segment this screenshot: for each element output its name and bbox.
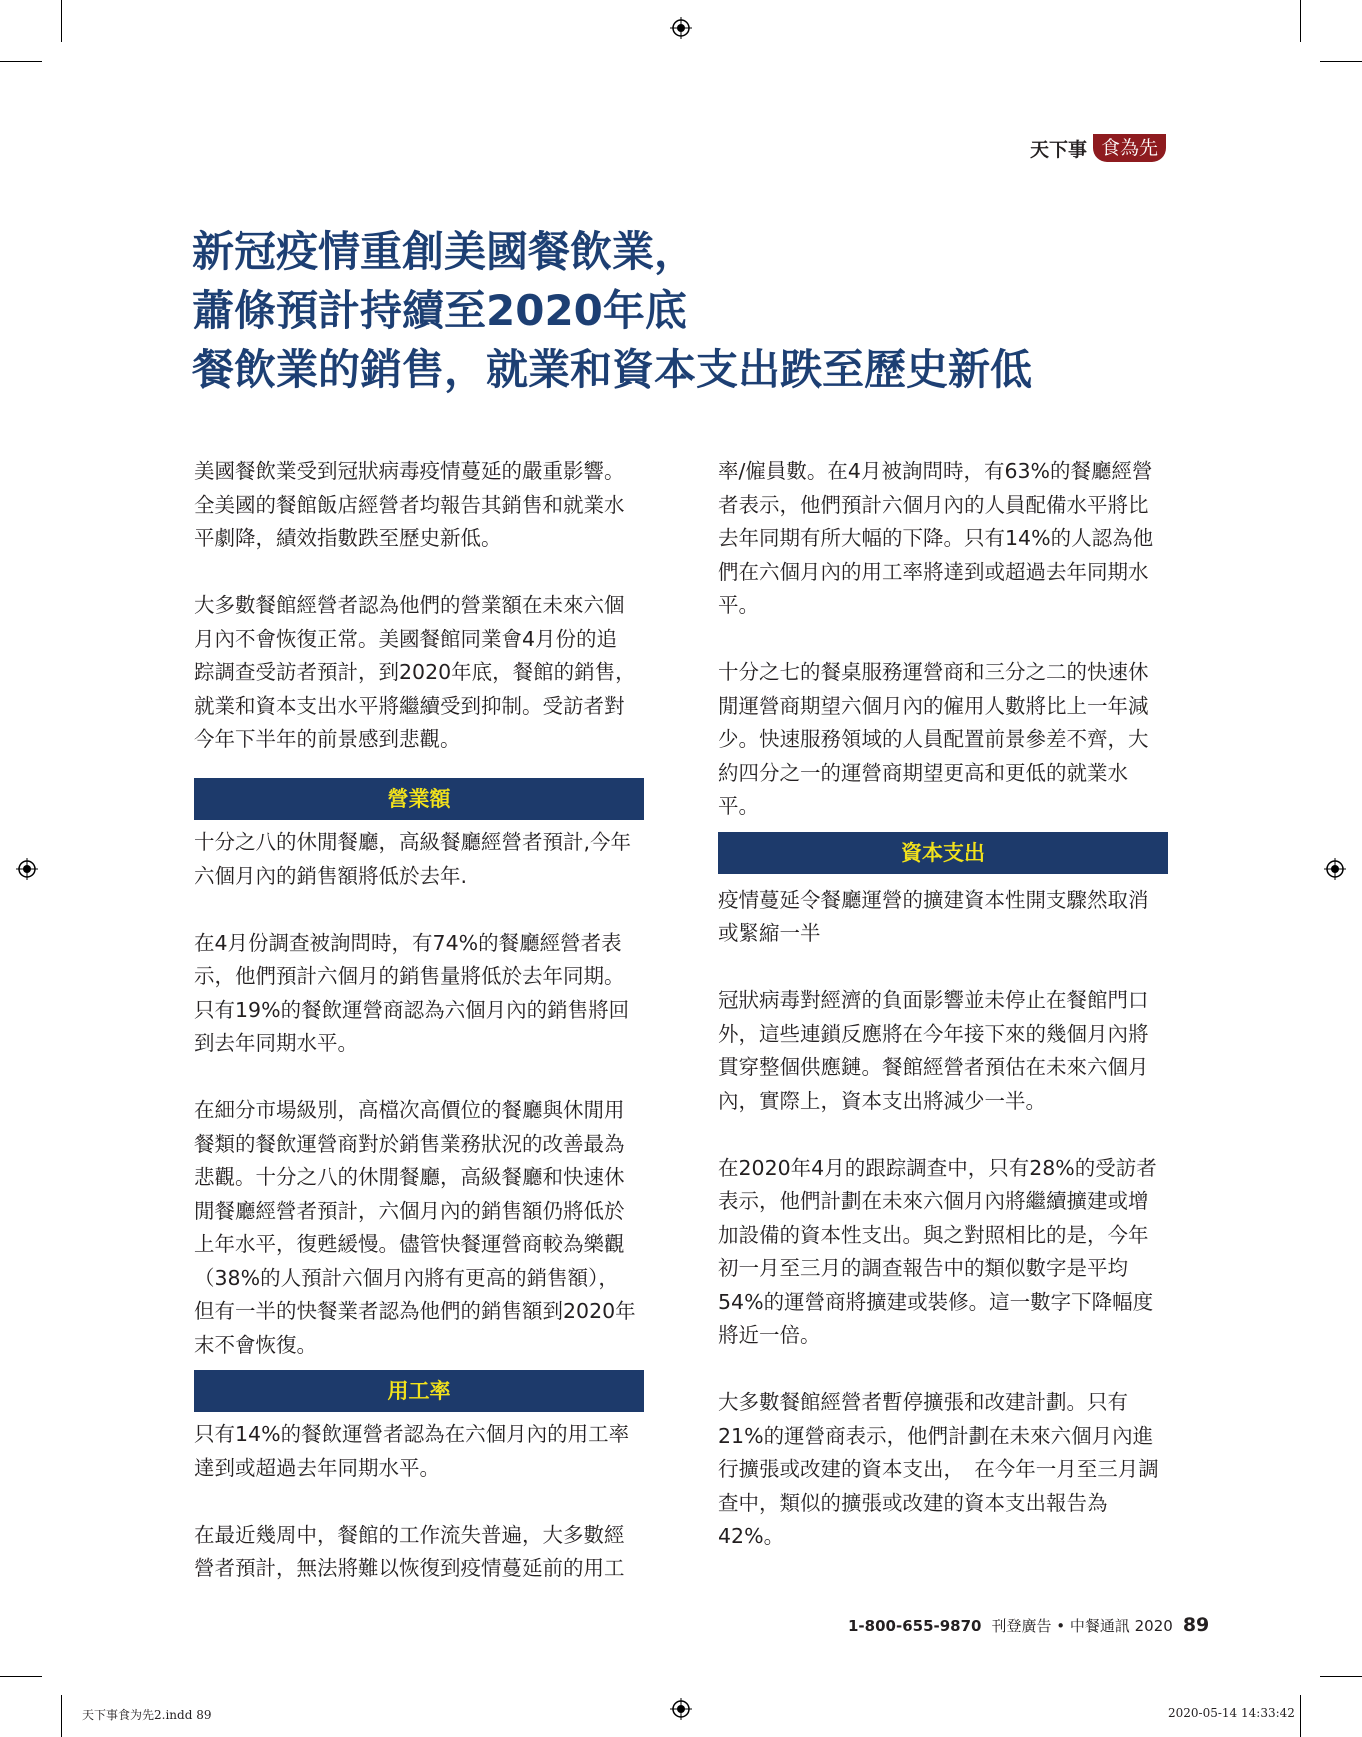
section-tag-left: 天下事 <box>1030 138 1088 161</box>
crop-mark <box>61 1695 62 1737</box>
text-line: 貫穿整個供應鏈。餐館經營者預估在未來六個月 <box>718 1055 1149 1079</box>
text-line: 去年同期有所大幅的下降。只有14%的人認為他 <box>718 526 1154 550</box>
paragraph <box>194 455 644 556</box>
text-line: 美國餐飲業受到冠狀病毒疫情蔓延的嚴重影響。 <box>194 459 625 483</box>
paragraph <box>194 1519 644 1586</box>
paragraph <box>194 927 644 1061</box>
paragraph <box>194 826 644 893</box>
text-line: 悲觀。十分之八的休閒餐廳，高級餐廳和快速休 <box>194 1165 625 1189</box>
text-line: 只有19%的餐飲運營商認為六個月內的銷售將回 <box>194 997 630 1022</box>
section-heading-capex: 資本支出 <box>718 832 1168 874</box>
paragraph <box>718 984 1168 1118</box>
crop-mark <box>1300 0 1301 42</box>
text-line: 約四分之一的運營商期望更高和更低的就業水 <box>718 760 1128 785</box>
text-line: 大多數餐館經營者認為他們的營業額在未來六個 <box>194 593 625 617</box>
text-line: 21%的運營商表示，他們計劃在未來六個月內進 <box>718 1423 1154 1448</box>
text-line: 踪調查受訪者預計，到2020年底，餐館的銷售， <box>194 660 636 684</box>
slug-filename: 天下事食为先2.indd 89 <box>82 1708 212 1722</box>
text-line: 外，這些連鎖反應將在今年接下來的幾個月內將 <box>718 1021 1149 1046</box>
text-line: 將近一倍。 <box>718 1323 821 1347</box>
text-line: 但有一半的快餐業者認為他們的銷售額到2020年 <box>194 1299 636 1323</box>
text-line: 餐類的餐飲運營商對於銷售業務狀況的改善最為 <box>194 1131 625 1156</box>
registration-mark-icon <box>670 1698 692 1720</box>
text-line: 內，實際上，資本支出將減少一半。 <box>718 1088 1046 1113</box>
footer-text: 刊登廣告 • 中餐通訊 2020 <box>991 1617 1173 1635</box>
page-footer <box>848 1614 1209 1636</box>
crop-mark <box>0 61 42 62</box>
text-line: 冠狀病毒對經濟的負面影響並未停止在餐館門口 <box>718 988 1149 1012</box>
crop-mark <box>1320 1676 1362 1677</box>
text-line: 達到或超過去年同期水平。 <box>194 1455 440 1480</box>
text-line: 六個月內的銷售額將低於去年. <box>194 863 468 888</box>
text-line: 閒餐廳經營者預計，六個月內的銷售額仍將低於 <box>194 1198 625 1223</box>
text-line: 在4月份調查被詢問時，有74%的餐廳經營者表 <box>194 930 622 955</box>
section-heading-sales: 營業額 <box>194 778 644 820</box>
text-line: 初一月至三月的調查報告中的類似數字是平均 <box>718 1256 1128 1280</box>
text-line: 在細分市場級別，高檔次高價位的餐廳與休閒用 <box>194 1098 625 1122</box>
title-line: 新冠疫情重創美國餐飲業， <box>192 227 697 276</box>
section-header-tag <box>1030 134 1166 162</box>
section-heading-employment: 用工率 <box>194 1370 644 1412</box>
section-tag-right: 食為先 <box>1093 134 1166 162</box>
slug-timestamp: 2020-05-14 14:33:42 <box>1168 1706 1295 1720</box>
text-line: 十分之八的休閒餐廳，高級餐廳經營者預計,今年 <box>194 830 632 854</box>
text-line: 大多數餐館經營者暫停擴張和改建計劃。只有 <box>718 1390 1128 1414</box>
text-line: 今年下半年的前景感到悲觀。 <box>194 727 461 751</box>
text-line: 者表示，他們預計六個月內的人員配備水平將比 <box>718 492 1149 517</box>
text-line: 平。 <box>718 593 759 617</box>
text-line: 或緊縮一半 <box>718 921 821 945</box>
text-line: 平劇降，績效指數跌至歷史新低。 <box>194 526 502 550</box>
paragraph <box>194 1418 644 1485</box>
crop-mark <box>1320 61 1362 62</box>
text-line: 查中，類似的擴張或改建的資本支出報告為 <box>718 1490 1108 1515</box>
text-line: 表示，他們計劃在未來六個月內將繼續擴建或增 <box>718 1189 1149 1213</box>
text-line: 就業和資本支出水平將繼續受到抑制。受訪者對 <box>194 693 625 718</box>
registration-mark-icon <box>1324 858 1346 880</box>
paragraph <box>718 884 1168 951</box>
text-line: 加設備的資本性支出。與之對照相比的是，今年 <box>718 1222 1149 1247</box>
footer-phone: 1-800-655-9870 <box>848 1617 982 1635</box>
text-line: 末不會恢復。 <box>194 1332 317 1357</box>
registration-mark-icon <box>16 858 38 880</box>
text-line: （38%的人預計六個月內將有更高的銷售額）， <box>194 1265 619 1290</box>
text-line: 54%的運營商將擴建或裝修。這一數字下降幅度 <box>718 1289 1154 1314</box>
crop-mark <box>1300 1695 1301 1737</box>
text-line: 上年水平，復甦緩慢。儘管快餐運營商較為樂觀 <box>194 1232 625 1256</box>
text-line: 在2020年4月的跟踪調查中，只有28%的受訪者 <box>718 1155 1157 1180</box>
registration-mark-icon <box>670 17 692 39</box>
text-line: 營者預計，無法將難以恢復到疫情蔓延前的用工 <box>194 1556 625 1580</box>
article-title <box>192 222 1032 399</box>
text-line: 率/僱員數。在4月被詢問時，有63%的餐廳經營 <box>718 459 1153 483</box>
text-line: 少。快速服務領域的人員配置前景參差不齊，大 <box>718 727 1149 751</box>
text-line: 在最近幾周中，餐館的工作流失普遍，大多數經 <box>194 1522 625 1547</box>
crop-mark <box>61 0 62 42</box>
paragraph <box>718 1386 1168 1554</box>
paragraph <box>194 589 644 757</box>
text-line: 平。 <box>718 794 759 818</box>
text-line: 十分之七的餐桌服務運營商和三分之二的快速休 <box>718 660 1149 684</box>
text-line: 到去年同期水平。 <box>194 1031 358 1055</box>
text-line: 示，他們預計六個月的銷售量將低於去年同期。 <box>194 964 625 988</box>
text-line: 閒運營商期望六個月內的僱用人數將比上一年減 <box>718 693 1149 718</box>
text-line: 全美國的餐館飯店經營者均報告其銷售和就業水 <box>194 492 625 517</box>
text-line: 們在六個月內的用工率將達到或超過去年同期水 <box>718 559 1149 584</box>
text-line: 月內不會恢復正常。美國餐館同業會4月份的追 <box>194 626 618 651</box>
text-line: 只有14%的餐飲運營者認為在六個月內的用工率 <box>194 1422 630 1446</box>
text-line: 行擴張或改建的資本支出， 在今年一月至三月調 <box>718 1457 1159 1481</box>
right-column <box>718 455 1168 1587</box>
page-number: 89 <box>1182 1614 1210 1636</box>
text-line: 42%。 <box>718 1524 785 1548</box>
paragraph <box>718 1152 1168 1353</box>
left-column <box>194 455 644 1619</box>
title-line: 餐飲業的銷售，就業和資本支出跌至歷史新低 <box>192 345 1033 394</box>
paragraph <box>194 1094 644 1362</box>
text-line: 疫情蔓延令餐廳運營的擴建資本性開支驟然取消 <box>718 887 1149 912</box>
paragraph <box>718 455 1168 623</box>
paragraph <box>718 656 1168 824</box>
title-line: 蕭條預計持續至2020年底 <box>192 286 687 335</box>
crop-mark <box>0 1676 42 1677</box>
